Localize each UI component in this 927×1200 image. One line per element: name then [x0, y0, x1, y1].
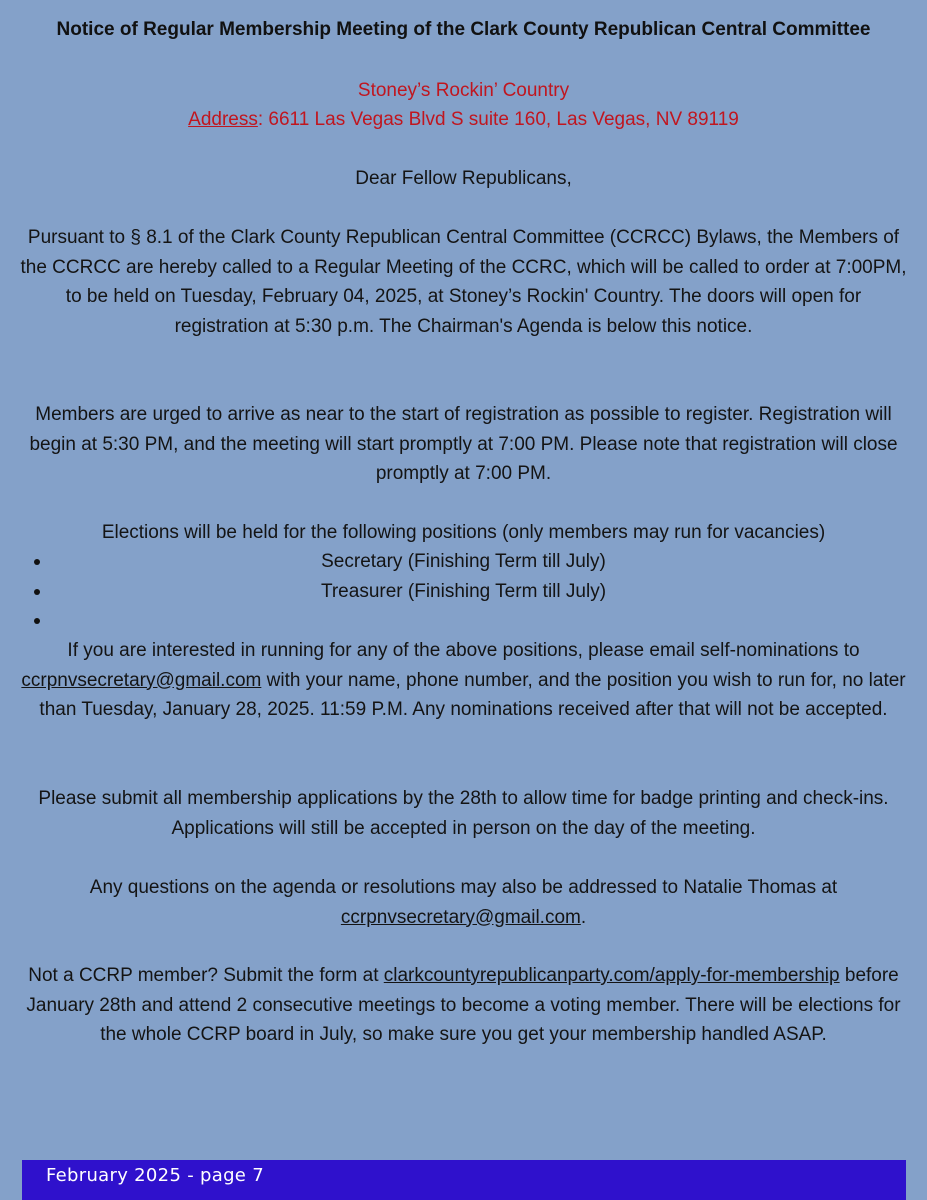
position-treasurer: Treasurer (Finishing Term till July) [320, 580, 607, 602]
venue-address: 6611 Las Vegas Blvd S suite 160, Las Vegas, NV 89119 [268, 109, 739, 130]
membership-paragraph [18, 961, 909, 1050]
membership-text: Not a CCRP member? Submit the form at [28, 965, 384, 986]
page-footer: February 2025 - page 7 [22, 1160, 906, 1200]
venue-name: Stoney’s Rockin’ Country [357, 80, 570, 101]
page-title: Notice of Regular Membership Meeting of the Clark County Republican Central Committee [56, 19, 871, 40]
bylaws-paragraph: Pursuant to § 8.1 of the Clark County Republican Central Committee (CCRCC) Bylaws, the Members of the CCRCC are hereby called to a Regular Meeting of the CCRC, which will be called to order at 7:00PM, to be held on Tuesday, February 04, 2025, at Stoney’s Rockin' Country. The doors will open for registration at 5:30 p.m. The Chairman's Agenda is below this notice. [20, 227, 907, 337]
questions-text: Any questions on the agenda or resolutions may also be addressed to Natalie Thomas at [89, 877, 838, 898]
nominations-text-end: with your name, phone number, and the position you wish to run for, no later than Tuesday, January 28, 2025. 11:59 P.M. Any nominations received after that will not be accepted. [39, 669, 906, 720]
greeting: Dear Fellow Republicans, [355, 168, 572, 189]
bullet-icon [34, 618, 40, 624]
positions-list [0, 547, 927, 636]
registration-paragraph: Members are urged to arrive as near to the start of registration as possible to register. Registration will begin at 5:30 PM, and the meeting will start promptly at 7:00 PM. Please note that registration will close promptly at 7:00 PM. [29, 404, 898, 484]
list-item [0, 547, 927, 577]
bullet-icon [34, 559, 40, 565]
membership-text-end: before January 28th and attend 2 consecutive meetings to become a voting member. There will be elections for the whole CCRP board in July, so make sure you get your membership handled ASAP. [26, 965, 901, 1045]
list-item [0, 606, 927, 636]
apply-membership-link[interactable]: clarkcountyrepublicanparty.com/apply-for-membership [383, 965, 840, 986]
applications-paragraph: Please submit all membership applications by the 28th to allow time for badge printing and check-ins. Applications will still be accepted in person on the day of the meeting. [38, 788, 889, 839]
secretary-email-link[interactable]: ccrpnvsecretary@gmail.com [21, 669, 262, 691]
elections-intro: Elections will be held for the following positions (only members may run for vacancies) [101, 522, 826, 543]
questions-paragraph [18, 873, 909, 932]
address-label: Address [188, 109, 258, 130]
nominations-paragraph [18, 636, 909, 725]
venue-block [0, 76, 927, 134]
nominations-text: If you are interested in running for any of the above positions, please email self-nominations to [67, 640, 860, 661]
venue-address-line [0, 105, 927, 134]
bullet-icon [34, 589, 40, 595]
questions-text-end: . [580, 906, 587, 928]
list-item [0, 577, 927, 607]
questions-email-link[interactable]: ccrpnvsecretary@gmail.com [340, 906, 581, 928]
address-separator: : [257, 109, 269, 130]
position-secretary: Secretary (Finishing Term till July) [321, 551, 606, 572]
